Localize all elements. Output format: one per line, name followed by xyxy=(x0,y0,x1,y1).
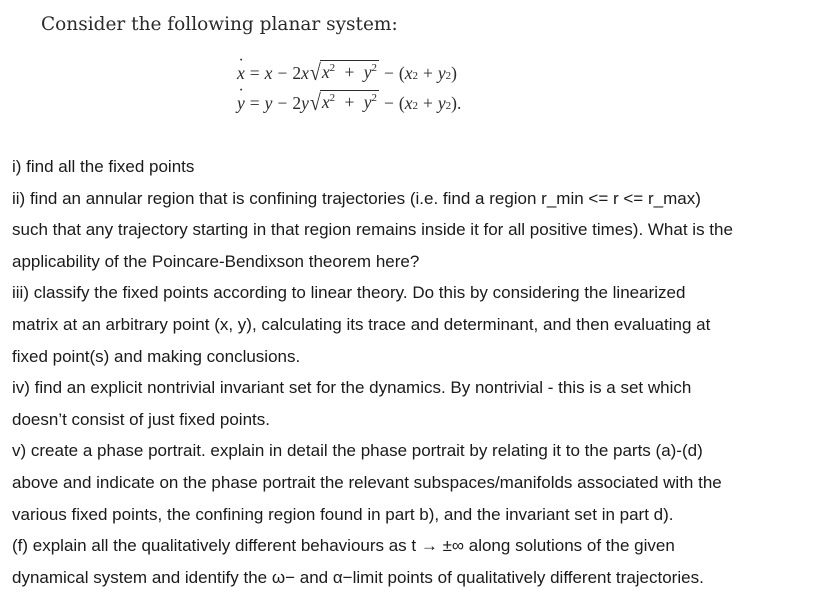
term: x xyxy=(321,62,330,82)
x-dot-symbol: · x xyxy=(237,63,245,84)
exponent: 2 xyxy=(329,92,336,104)
term: y xyxy=(363,62,372,82)
y-dot-symbol: · y xyxy=(237,93,245,114)
plus-sign: + xyxy=(423,63,433,83)
equation-x-dot: · x = x − 2 x √ $x^2 + y^2$ − ( x 2 + y 2 ) xyxy=(237,60,457,84)
term: y xyxy=(264,93,273,113)
term: x xyxy=(301,63,309,83)
intro-text: Consider the following planar system: xyxy=(41,14,398,35)
minus-sign: − xyxy=(384,93,394,113)
question-line: iv) find an explicit nontrivial invariant set for the dynamics. By nontrivial - this is a set which xyxy=(12,378,692,398)
question-line: various fixed points, the confining region found in part b), and the invariant set in part d). xyxy=(12,504,674,524)
question-line: applicability of the Poincare-Bendixson theorem here? xyxy=(12,251,420,271)
term: x xyxy=(321,92,330,112)
equals-sign: = xyxy=(249,93,260,113)
minus-sign: − xyxy=(277,93,288,113)
term: y xyxy=(437,93,446,113)
question-line: ii) find an annular region that is confining trajectories (i.e. find a region r_min <= r <= r_max) xyxy=(12,188,701,208)
term: y xyxy=(363,92,372,112)
equals-sign: = xyxy=(249,63,260,83)
paren: ( xyxy=(398,93,405,113)
question-line: doesn’t consist of just fixed points. xyxy=(12,409,270,429)
coefficient: 2 xyxy=(292,63,302,83)
paren: ( xyxy=(398,63,405,83)
plus-sign: + xyxy=(423,93,433,113)
question-line: fixed point(s) and making conclusions. xyxy=(12,346,301,366)
radical-sign-icon: √ xyxy=(309,60,321,86)
question-line: above and indicate on the phase portrait the relevant subspaces/manifolds associated with the xyxy=(12,472,722,492)
exponent: 2 xyxy=(371,62,378,74)
term: x xyxy=(264,63,273,83)
question-list xyxy=(12,151,808,593)
minus-sign: − xyxy=(277,63,288,83)
question-line: i) find all the fixed points xyxy=(12,157,195,176)
radicand xyxy=(320,90,379,113)
square-root xyxy=(309,60,379,86)
question-line: dynamical system and identify the ω− and α−limit points of qualitatively different trajectories. xyxy=(12,567,704,587)
exponent: 2 xyxy=(371,92,378,104)
term: x xyxy=(404,93,413,113)
term: y xyxy=(301,93,309,113)
question-line: such that any trajectory starting in that region remains inside it for all positive times). What is the xyxy=(12,220,733,240)
radical-sign-icon: √ xyxy=(309,90,321,116)
question-line: iii) classify the fixed points according to linear theory. Do this by considering the linearized xyxy=(12,283,686,303)
paren: ) xyxy=(451,63,457,83)
question-line: (f) explain all the qualitatively different behaviours as t → ±∞ along solutions of the given xyxy=(12,536,675,556)
minus-sign: − xyxy=(384,63,394,83)
plus-sign: + xyxy=(344,92,355,112)
plus-sign: + xyxy=(344,62,355,82)
question-line: v) create a phase portrait. explain in detail the phase portrait by relating it to the parts (a)-(d) xyxy=(12,441,703,461)
square-root xyxy=(309,90,379,116)
term: x xyxy=(404,63,413,83)
radicand xyxy=(320,60,379,83)
exponent: 2 xyxy=(329,62,336,74)
paren: ). xyxy=(451,93,462,113)
coefficient: 2 xyxy=(292,93,302,113)
question-line: matrix at an arbitrary point (x, y), calculating its trace and determinant, and then evaluating at xyxy=(12,314,711,334)
equation-y-dot: · y = y − 2 y √ $x^2 + y^2$ − ( x 2 + y 2 ). xyxy=(237,90,461,114)
term: y xyxy=(437,63,446,83)
